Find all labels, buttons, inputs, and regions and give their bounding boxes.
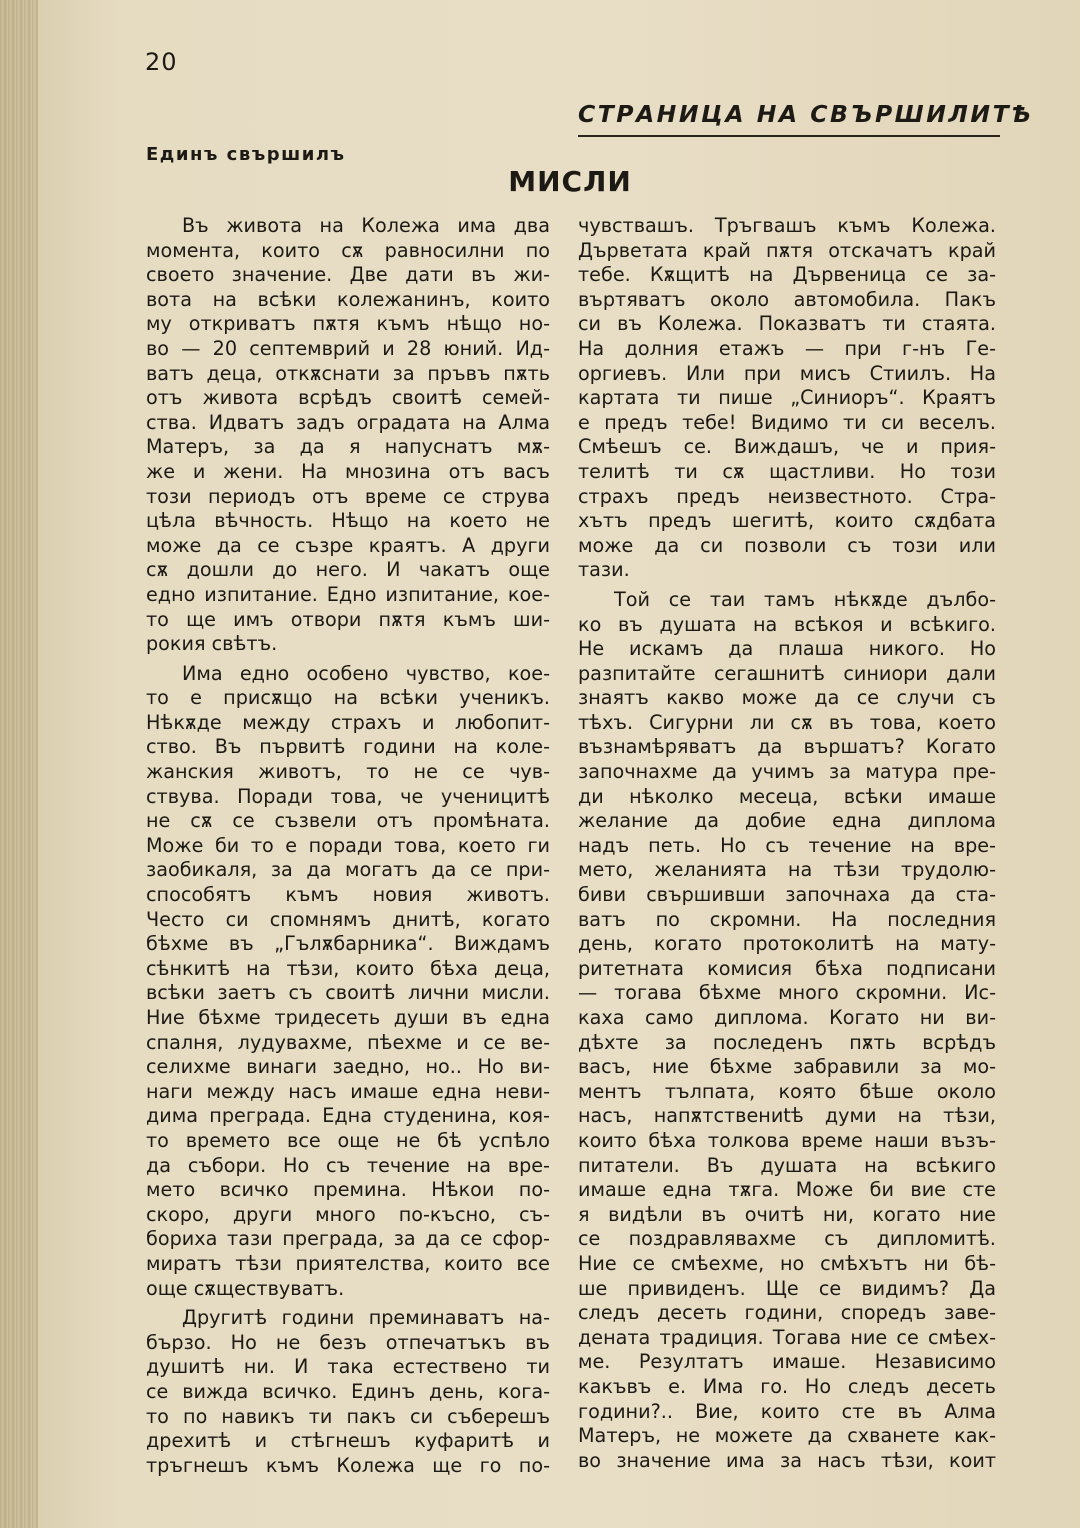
left-text-column [146,214,550,1478]
text-line: още сѫществуватъ. [146,1276,345,1300]
text-line: какъвъ е. Има го. Но следъ десеть [578,1374,996,1398]
text-line: оргиевъ. Или при мисъ Стиилъ. На [578,361,996,385]
text-line: ватъ деца, откѫснати за пръвъ пѫть [146,361,550,385]
text-line: тѣхъ. Сигурни ли сѫ въ това, което [578,710,996,734]
paragraph [146,1306,550,1478]
text-line: Не искамъ да плаша никого. Но [578,637,996,661]
text-line: Ние бѣхме тридесеть души въ една [146,1006,550,1029]
text-line: тръгнешъ къмъ Колежа ще го по- [146,1453,550,1477]
text-line: Другитѣ години преминаватъ на- [182,1306,550,1330]
text-line: васъ, ние бѣхме забравили за мо- [578,1055,996,1079]
text-line: ватъ по скромни. На последния [578,907,996,931]
text-line: бѣхме въ „Гълѫбарника“. Виждамъ [146,932,550,956]
text-line: питатели. Въ душата на всѣкиго [578,1153,996,1177]
text-line: ди нѣколко месеца, всѣки имаше [578,784,996,808]
text-line: може да си позволи съ този или [578,533,996,557]
text-line: наги между насъ имаше една неви- [146,1079,550,1103]
section-header-text: СТРАНИЦА НА СВЪРШИЛИТѢ [578,100,1034,128]
text-line: картата ти пише „Синиоръ“. Краятъ [578,386,996,410]
text-line: мето всичко премина. Нѣкои по- [146,1178,550,1202]
text-line: може да се съзре краятъ. А други [146,533,550,557]
text-line: спалня, лудувахме, пѣехме и се ве- [146,1030,550,1054]
page-number: 20 [145,48,178,76]
section-header-rule [578,135,1000,137]
text-line: цѣла вѣчность. Нѣщо на което не [146,509,550,533]
text-line: имаше една тѫга. Може би вие сте [578,1178,996,1202]
paragraph [578,214,996,583]
author-byline: Единъ свършилъ [146,144,346,165]
text-line: телитѣ ти сѫ щастливи. Но този [578,459,996,483]
text-line: ме. Резултатъ имаше. Независимо [578,1350,996,1374]
paragraph [146,662,550,1301]
text-line: своето значение. Две дати въ жи- [146,263,550,287]
right-text-column [578,214,996,1473]
text-line: следъ десеть години, споредъ заве- [578,1301,996,1325]
text-line: Дърветата край пѫтя отскачатъ край [578,238,996,262]
text-line: възнамѣряватъ да вършатъ? Когато [578,735,996,759]
text-line: едно изпитание. Едно изпитание, кое- [146,582,550,606]
text-line: дрехитѣ и стѣгнешъ куфаритѣ и [146,1429,550,1453]
text-line: Смѣешъ се. Виждашъ, че и прия- [578,435,996,459]
text-line: желание да добие една диплома [578,809,996,833]
text-line: Често си спомнямъ днитѣ, когато [146,907,550,931]
text-line: си въ Колежа. Показватъ ти стаята. [578,312,996,336]
text-line: се поздравлявахме съ дипломитѣ. [578,1227,996,1251]
text-line: вота на всѣки колежанинъ, които [146,287,550,311]
text-line: сѫ дошли до него. И чакатъ още [146,558,550,582]
text-line: започнахме да учимъ за матура пре- [578,760,996,784]
text-line: ства. Идватъ задъ оградата на Алма [146,410,550,434]
text-line: каха само диплома. Когато ни ви- [578,1006,996,1029]
text-line: во — 20 септемврий и 28 юний. Ид- [146,336,550,360]
text-line: миратъ тѣзи приятелства, които все [146,1251,550,1275]
text-line: бориха тази преграда, за да се сфор- [146,1227,550,1251]
text-line: надъ петь. Но съ течение на вре- [578,833,996,857]
text-line: Матеръ, за да я напуснатъ мѫ- [146,435,550,459]
text-line: то ще имъ отвори пѫтя къмъ ши- [146,607,550,631]
text-line: дѣхте за последенъ пѫть всрѣдъ [578,1030,996,1054]
text-line: ше привиденъ. Ще се видимъ? Да [578,1276,996,1300]
text-line: селихме винаги заедно, но.. Но ви- [146,1055,550,1079]
text-line: На долния етажъ — при г-нъ Ге- [578,336,996,360]
text-line: знаятъ какво може да се случи съ [578,686,996,710]
text-line: не сѫ се съзвели отъ промѣната. [146,809,550,833]
text-line: мето, желанията на тѣзи трудолю- [578,858,996,882]
text-line: же и жени. На мнозина отъ васъ [146,459,550,483]
text-line: способятъ къмъ новия животъ. [146,883,550,907]
text-line: насъ, напѫтствениtѣ думи на тѣзи, [578,1104,996,1128]
text-line: сѣнкитѣ на тѣзи, които бѣха деца, [146,956,550,980]
text-line: Нѣкѫде между страхъ и любопит- [146,710,550,734]
text-line: душитѣ ни. И така естествено ти [146,1355,550,1379]
text-line: то по навикъ ти пакъ си съберешъ [146,1404,550,1428]
text-line: въртяватъ около автомобила. Пакъ [578,287,996,311]
text-line: да събори. Но съ течение на вре- [146,1153,550,1177]
text-line: е предъ тебе! Видимо ти си веселъ. [578,410,996,434]
text-line: скоро, други много по-късно, съ- [146,1202,550,1226]
text-line: рокия свѣтъ. [146,632,278,656]
text-line: жанския животъ, то не се чув- [146,760,550,784]
text-line: отъ живота всрѣдъ своитѣ семей- [146,386,550,410]
text-line: разпитайте сегашнитѣ синиори дали [578,661,996,685]
text-line: ментъ тълпата, която бѣше около [578,1079,996,1103]
text-line: се вижда всичко. Единъ день, кога- [146,1379,550,1403]
text-line: които бѣха толкова време наши възъ- [578,1128,996,1152]
page-binding-edge [0,0,38,1528]
text-line: Той се таи тамъ нѣкѫде дълбо- [614,587,996,611]
text-line: день, когато протоколитѣ на мату- [578,932,996,956]
paragraph [578,588,996,1473]
text-line: ство. Въ първитѣ години на коле- [146,735,550,759]
text-line: чувствашъ. Тръгвашъ къмъ Колежа. [578,214,996,237]
text-line: Ние се смѣехме, но смѣхътъ ни бѣ- [578,1251,996,1275]
paragraph [146,214,550,657]
text-line: то е присѫщо на всѣки ученикъ. [146,686,550,710]
text-line: ко въ душата на всѣкоя и всѣкиго. [578,612,996,636]
text-line: Матеръ, не можете да схванете как- [578,1424,996,1448]
article-title: МИСЛИ [508,165,632,198]
text-line: Има едно особено чувство, кое- [182,661,550,685]
text-line: дената традиция. Тогава ние се смѣех- [578,1325,996,1349]
text-line: — тогава бѣхме много скромни. Ис- [578,981,996,1005]
text-line: я видѣли въ очитѣ ни, когато ние [578,1202,996,1226]
text-line: му откриватъ пѫтя къмъ нѣщо но- [146,312,550,336]
text-line: тебе. Кѫщитѣ на Дървеница се за- [578,263,996,287]
text-line: години?.. Вие, които сте въ Алма [578,1399,996,1423]
text-line: Въ живота на Колежа има два [182,214,550,237]
text-line: ритетната комисия бѣха подписани [578,956,996,980]
text-line: заобикаля, за да могатъ да се при- [146,858,550,882]
text-line: всѣки заетъ съ своитѣ лични мисли. [146,981,550,1005]
section-header [578,100,1034,136]
text-line: тази. [578,558,630,582]
text-line: Може би то е поради това, което ги [146,833,550,857]
text-line: во значение има за насъ тѣзи, коит [578,1448,996,1472]
text-line: то времето все още не бѣ успѣло [146,1128,550,1152]
text-line: страхъ предъ неизвестното. Стра- [578,484,996,508]
text-line: ствува. Поради това, че ученицитѣ [146,784,550,808]
text-line: този периодъ отъ време се струва [146,484,550,508]
text-line: бързо. Но не безъ отпечатъкъ въ [146,1330,550,1354]
text-line: дима преграда. Една студенина, коя- [146,1104,550,1128]
text-line: момента, които сѫ равносилни по [146,238,550,262]
text-line: биви свършивши започнаха да ста- [578,883,996,907]
text-line: хътъ предъ шегитѣ, които сѫдбата [578,509,996,533]
